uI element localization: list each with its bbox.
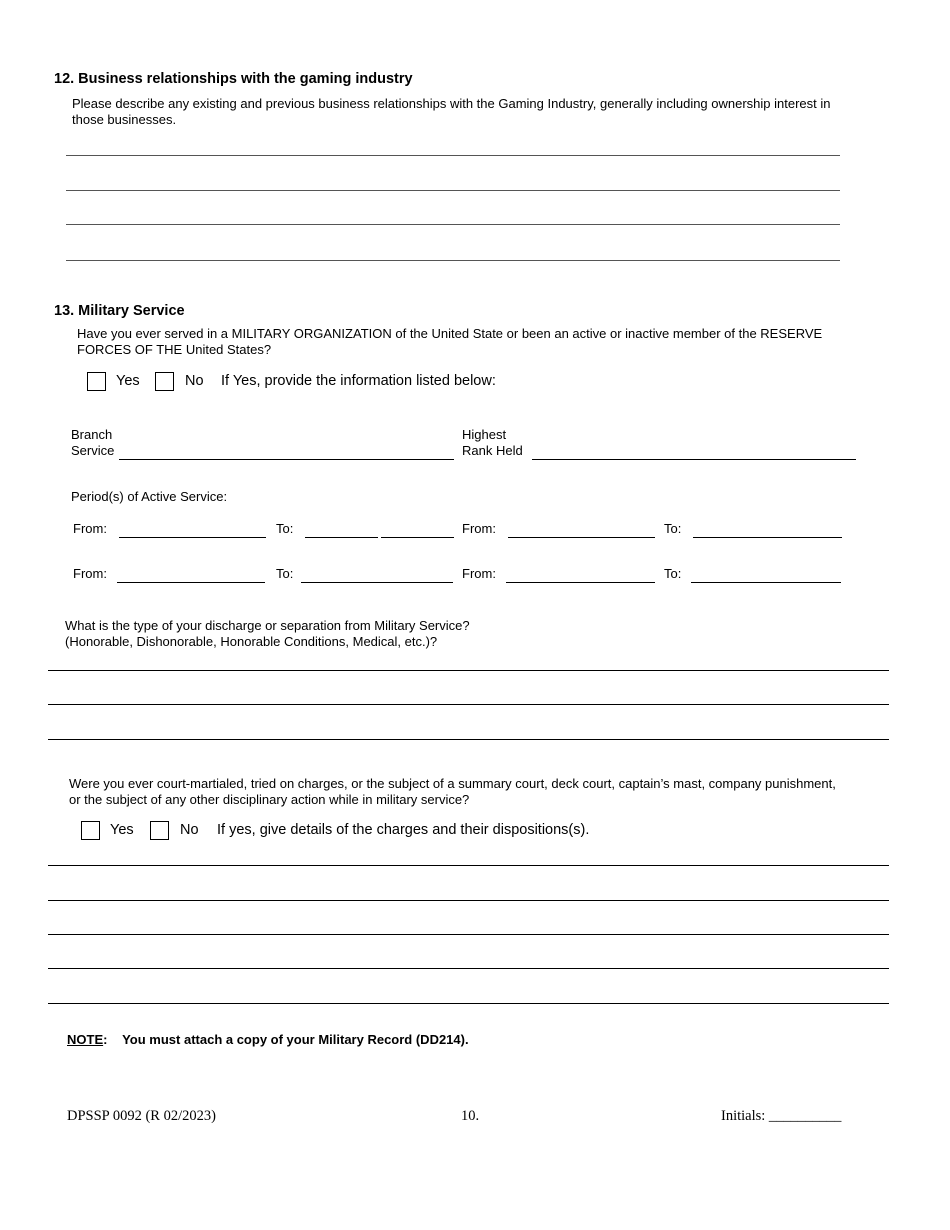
period-1-from-field[interactable] <box>119 537 266 538</box>
period-3-from-label: From: <box>73 566 107 581</box>
court-details-line-2[interactable] <box>48 900 889 901</box>
periods-label: Period(s) of Active Service: <box>71 489 228 504</box>
period-3-to-field[interactable] <box>301 582 453 583</box>
discharge-question-line1: What is the type of your discharge or separation from Military Service? <box>65 618 470 633</box>
section-12-description: Please describe any existing and previous business relationships with the Gaming Industry, generally including ownership interest in those businesses. <box>72 96 831 127</box>
military-yes-checkbox[interactable] <box>87 372 106 391</box>
period-2-from-field[interactable] <box>508 537 655 538</box>
period-2-from-label: From: <box>462 521 496 536</box>
business-relationships-line-3[interactable] <box>66 224 840 225</box>
court-details-line-5[interactable] <box>48 1003 889 1004</box>
note-colon: : <box>103 1032 108 1047</box>
court-if-yes-instruction: If yes, give details of the charges and their dispositions(s). <box>217 822 590 838</box>
period-2-to-label: To: <box>664 521 682 536</box>
section-13-title: 13. Military Service <box>54 303 185 319</box>
court-yes-label: Yes <box>110 822 134 838</box>
form-id: DPSSP 0092 (R 02/2023) <box>67 1108 216 1124</box>
period-4-to-label: To: <box>664 566 682 581</box>
discharge-answer-line-1[interactable] <box>48 670 889 671</box>
note-label: NOTE <box>67 1032 104 1047</box>
court-details-line-1[interactable] <box>48 865 889 866</box>
period-3-from-field[interactable] <box>117 582 265 583</box>
military-no-checkbox[interactable] <box>155 372 174 391</box>
initials-field[interactable]: Initials: __________ <box>721 1108 842 1124</box>
military-no-label: No <box>185 373 204 389</box>
discharge-answer-line-3[interactable] <box>48 739 889 740</box>
page-number: 10. <box>461 1108 480 1124</box>
business-relationships-line-1[interactable] <box>66 155 840 156</box>
period-1-to-field-a[interactable] <box>305 537 378 538</box>
discharge-answer-line-2[interactable] <box>48 704 889 705</box>
section-12-title: 12. Business relationships with the gaming industry <box>54 71 413 87</box>
military-service-question: Have you ever served in a MILITARY ORGANIZATION of the United State or been an active or inactive member of the RESERVE FORCES OF THE United States? <box>77 326 823 357</box>
court-details-line-4[interactable] <box>48 968 889 969</box>
period-1-to-label: To: <box>276 521 294 536</box>
business-relationships-line-2[interactable] <box>66 190 840 191</box>
military-if-yes-instruction: If Yes, provide the information listed below: <box>221 373 496 389</box>
branch-label-line2: Service <box>71 443 115 458</box>
period-1-to-field-b[interactable] <box>381 537 454 538</box>
rank-label-line1: Highest <box>462 427 507 442</box>
highest-rank-field[interactable] <box>532 459 856 460</box>
court-details-line-3[interactable] <box>48 934 889 935</box>
military-yes-label: Yes <box>116 373 140 389</box>
rank-label-line2: Rank Held <box>462 443 523 458</box>
note <box>67 1032 469 1047</box>
period-4-from-label: From: <box>462 566 496 581</box>
period-3-to-label: To: <box>276 566 294 581</box>
period-1-from-label: From: <box>73 521 107 536</box>
court-no-checkbox[interactable] <box>150 821 169 840</box>
discharge-question-line2: (Honorable, Dishonorable, Honorable Conditions, Medical, etc.)? <box>65 634 438 649</box>
branch-label-line1: Branch <box>71 427 113 442</box>
business-relationships-line-4[interactable] <box>66 260 840 261</box>
period-4-to-field[interactable] <box>691 582 841 583</box>
note-text: You must attach a copy of your Military Record (DD214). <box>122 1032 469 1047</box>
period-2-to-field[interactable] <box>693 537 842 538</box>
period-4-from-field[interactable] <box>506 582 655 583</box>
branch-service-field[interactable] <box>119 459 454 460</box>
court-no-label: No <box>180 822 199 838</box>
court-martial-question: Were you ever court-martialed, tried on charges, or the subject of a summary court, deck court, captain’s mast, company punishment, or the subject of any other disciplinary action while in military service? <box>69 776 836 807</box>
court-yes-checkbox[interactable] <box>81 821 100 840</box>
